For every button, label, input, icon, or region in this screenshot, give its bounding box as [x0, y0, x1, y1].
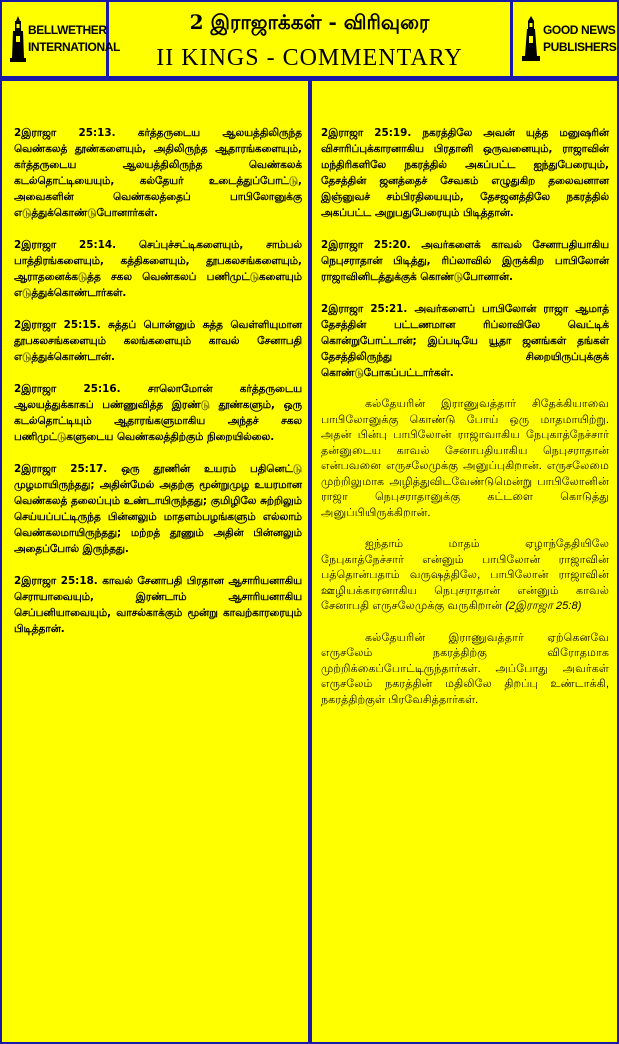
verse-25-14: 2இராஜா 25:14. செப்புச்சட்டிகளையும், சாம்பல் பாத்திரங்களையும், கத்திகளையும், தூபகலசங்களையும், ஆராதனைக்கடுத்த சகல வெண்கலப் பணிமுட்டுகளையும் எடுத்துக்கொண்டார்கள்.: [14, 239, 302, 299]
commentary-paragraph-2-text: ஐந்தாம் மாதம் ஏழாந்தேதியிலே நேபுகாத்நேச்சார் என்னும் பாபிலோன் ராஜாவின் பத்தொன்பதாம் வருஷத்திலே, பாபிலோன் ராஜாவின் ஊழியக்காரனாகிய நெபுசராதான் என்னும் காவல் சேனாபதி எருசலேமுக்கு வருகிறான்: [321, 538, 609, 612]
left-column: [14, 125, 302, 653]
logo-left-line1: BELLWETHER: [28, 23, 107, 37]
commentary-paragraph-1: கல்தேயரின் இராணுவத்தார் சிதேக்கியாவை பாபிலோனுக்கு கொண்டு போய் ஒரு மாதமாயிற்று. அதன் பின்பு பாபிலோன் ராஜாவாகிய நேபுகாத்நேச்சார் தன்னுடைய காவல் சேனாபதியாகிய நெபுசராதான் என்பவனை எருசலேமுக்கு அனுப்புகிறான். எருசலேமை முற்றிலுமாக அழித்துவிடவேண்டுமென்று பாபிலோனின் ராஜா நெபுசராதானுக்கு கட்டளை கொடுத்து அனுப்பியிருக்கிறான்.: [321, 398, 609, 519]
header: [2, 2, 617, 76]
right-column: [321, 125, 609, 724]
bellwether-logo: [2, 2, 120, 76]
good-news-logo: [510, 2, 617, 76]
verse-25-21: 2இராஜா 25:21. அவர்களைப் பாபிலோன் ராஜா ஆமாத் தேசத்தின் பட்டணமான ரிப்லாவிலே வெட்டிக் கொன்றுபோட்டான்; இப்படியே யூதா ஜனங்கள் தங்கள் தேசத்திலிருந்து சிறையிருப்புக்குக் கொண்டுபோகப்பட்டார்கள்.: [321, 303, 609, 379]
lighthouse-icon: [521, 16, 541, 62]
scripture-reference: (2இராஜா 25:8): [505, 600, 582, 612]
verse-25-18: 2இராஜா 25:18. காவல் சேனாபதி பிரதான ஆசாரியனாகிய செராயாவையும், இரண்டாம் ஆசாரியனாகிய செப்பனியாவையும், வாசல்காக்கும் மூன்று காவற்காரரையும் பிடித்தான்.: [14, 575, 302, 635]
verse-25-19: 2இராஜா 25:19. நகரத்திலே அவன் யுத்த மனுஷரின் விசாரிப்புக்காரனாகிய பிரதானி ஒருவனையும், ராஜாவின் மந்திரிகளிலே நகரத்தில் அகப்பட்ட ஐந்துபேரையும், தேசத்தின் ஜனத்தைச் சேவகம் எழுதுகிற தலைவனான இஞ்னுவச் சம்பிரதியையும், தேசஜனத்திலே நகரத்தில் அகப்பட்ட அறுபதுபேரையும் பிடித்தான்.: [321, 127, 609, 219]
verse-25-17: 2இராஜா 25:17. ஒரு தூணின் உயரம் பதினெட்டு முழமாயிருந்தது; அதின்மேல் அதற்கு மூன்றுமுழ உயரமான வெண்கலத் தலைப்பும் உண்டாயிருந்தது; குமிழிலே சுற்றிலும் செய்யப்பட்டிருந்த பின்னலும் மாதளம்பழங்களும் எல்லாம் வெண்கலமாயிருந்தது; மற்றத் தூணும் அதின் பின்னலும் அதைப்போல் இருந்தது.: [14, 463, 302, 555]
title-tamil: 2 இராஜாக்கள் - விரிவுரை: [189, 10, 430, 34]
logo-left-line2: INTERNATIONAL: [28, 40, 120, 54]
title-box: [109, 2, 510, 76]
verse-25-15: 2இராஜா 25:15. சுத்தப் பொன்னும் சுத்த வெள்ளியுமான தூபகலசங்களையும் கலங்களையும் காவல் சேனாபதி எடுத்துக்கொண்டான்.: [14, 319, 302, 363]
verse-25-20: 2இராஜா 25:20. அவர்களைக் காவல் சேனாபதியாகிய நெபுசராதான் பிடித்து, ரிப்லாவில் இருக்கிற பாபிலோன் ராஜாவினிடத்துக்குக் கொண்டுபோனான்.: [321, 239, 609, 283]
verse-25-16: 2இராஜா 25:16. சாலொமோன் கர்த்தருடைய ஆலயத்துக்காகப் பண்ணுவித்த இரண்டு தூண்களும், ஒரு கடல்தொட்டியும் ஆதாரங்களுமாகிய அந்தச் சகல பணிமுட்டுகளுடைய வெண்கலத்திற்கும் நிறையில்லை.: [14, 383, 302, 443]
verse-25-13: 2இராஜா 25:13. கர்த்தருடைய ஆலயத்திலிருந்த வெண்கலத் தூண்களையும், அதிலிருந்த ஆதாரங்களையும், கர்த்தருடைய ஆலயத்திலிருந்த வெண்கலக் கடல்தொட்டியையும், கல்தேயர் உடைத்துப்போட்டு, அவைகளின் வெண்கலத்தைப் பாபிலோனுக்கு எடுத்துக்கொண்டுபோனார்கள்.: [14, 127, 302, 219]
logo-right-line1: GOOD NEWS: [543, 23, 616, 37]
commentary-paragraph-2: [321, 537, 609, 615]
logo-right-line2: PUBLISHERS: [543, 40, 617, 54]
title-english: II KINGS - COMMENTARY: [156, 45, 463, 71]
bell-tower-icon: [9, 16, 27, 62]
column-divider: [308, 81, 312, 1042]
commentary-paragraph-3: கல்தேயரின் இராணுவத்தார் ஏற்கெனவே எருசலேம் நகரத்திற்கு விரோதமாக முற்றிக்கைப்போட்டிருந்தார்கள். அப்போது அவர்கள் எருசலேம் நகரத்தின் மதிலிலே திறப்பு உண்டாக்கி, நகரத்திற்குள் பிரவேசித்தார்கள்.: [321, 631, 609, 706]
